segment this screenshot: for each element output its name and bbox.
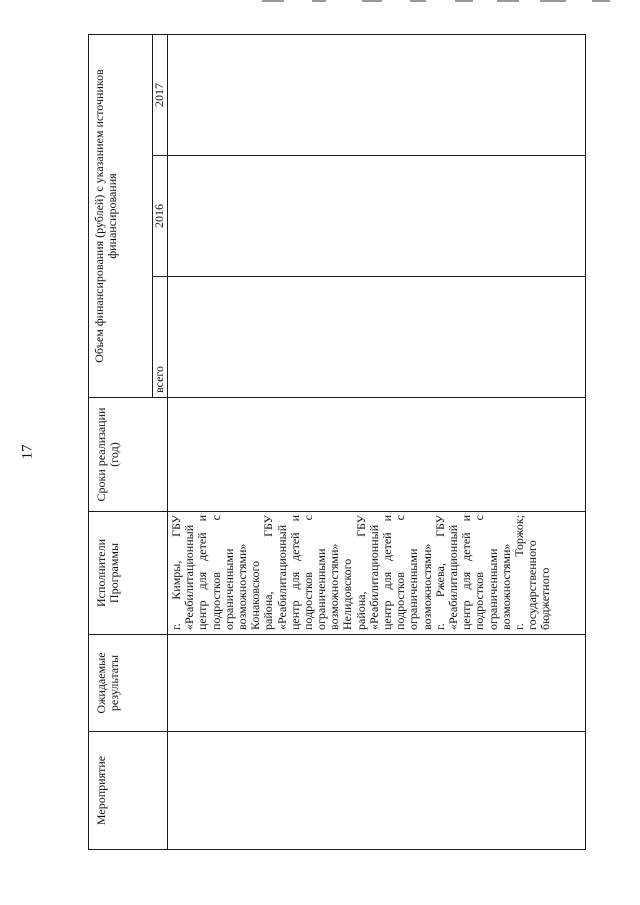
executors-line: центр для детей и — [287, 515, 302, 630]
program-table — [88, 34, 586, 850]
cell-total — [168, 277, 586, 398]
header-measure: Мероприятие — [89, 732, 168, 850]
executors-list — [170, 515, 552, 630]
executors-line: Конаковского — [248, 560, 263, 630]
executors-line: «Реабилитационный — [182, 524, 197, 630]
executors-line: центр для детей и — [380, 515, 394, 630]
header-results: Ожидаемые результаты — [89, 635, 168, 732]
executors-line: центр для детей и — [459, 515, 474, 630]
executors-line: ограниченными — [221, 548, 236, 630]
header-executors: Исполнители Программы — [89, 512, 168, 635]
header-financing: Объем финансирования (рублей) с указанием источников финансирования — [89, 35, 153, 398]
rotated-page — [88, 34, 586, 850]
executors-line: подростков с — [300, 515, 315, 630]
executors-line: возможностями» — [327, 543, 342, 630]
executors-line: г. Торжок; — [511, 515, 526, 630]
executors-line: возможностями» — [498, 543, 513, 630]
header-total: всего — [153, 277, 168, 398]
cell-measure — [168, 732, 586, 850]
executors-line: г. Кимры, ГБУ — [169, 515, 183, 630]
cell-results — [168, 635, 586, 732]
executors-line: района, ГБУ — [353, 515, 368, 630]
executors-line: Нелидовского — [340, 558, 355, 630]
executors-line: района, ГБУ — [261, 515, 276, 630]
cell-2017 — [168, 35, 586, 156]
executors-line: возможностями» — [234, 543, 249, 630]
executors-line: «Реабилитационный — [445, 524, 460, 630]
scan-edge — [0, 0, 640, 3]
executors-line: ограниченными — [406, 548, 421, 630]
executors-line: ограниченными — [314, 548, 329, 630]
executors-line: государственного — [525, 540, 540, 630]
executors-line: бюджетного — [538, 567, 553, 630]
header-row-1 — [89, 35, 153, 850]
cell-executors — [168, 512, 586, 635]
header-2017: 2017 — [153, 35, 168, 156]
header-terms: Сроки реализации (год) — [89, 398, 168, 512]
page-number: 17 — [19, 444, 36, 460]
executors-line: г. Ржева, ГБУ — [432, 515, 447, 630]
cell-terms — [168, 398, 586, 512]
executors-line: ограниченными — [485, 548, 500, 630]
cell-2016 — [168, 156, 586, 277]
body-row — [168, 35, 586, 850]
executors-line: «Реабилитационный — [274, 524, 289, 630]
executors-line: подростков с — [208, 515, 223, 630]
executors-line: «Реабилитационный — [366, 524, 381, 630]
executors-line: подростков с — [393, 515, 408, 630]
header-2016: 2016 — [153, 156, 168, 277]
executors-line: возможностями» — [419, 543, 434, 630]
executors-line: подростков с — [472, 515, 487, 630]
executors-line: центр для детей и — [195, 515, 210, 630]
